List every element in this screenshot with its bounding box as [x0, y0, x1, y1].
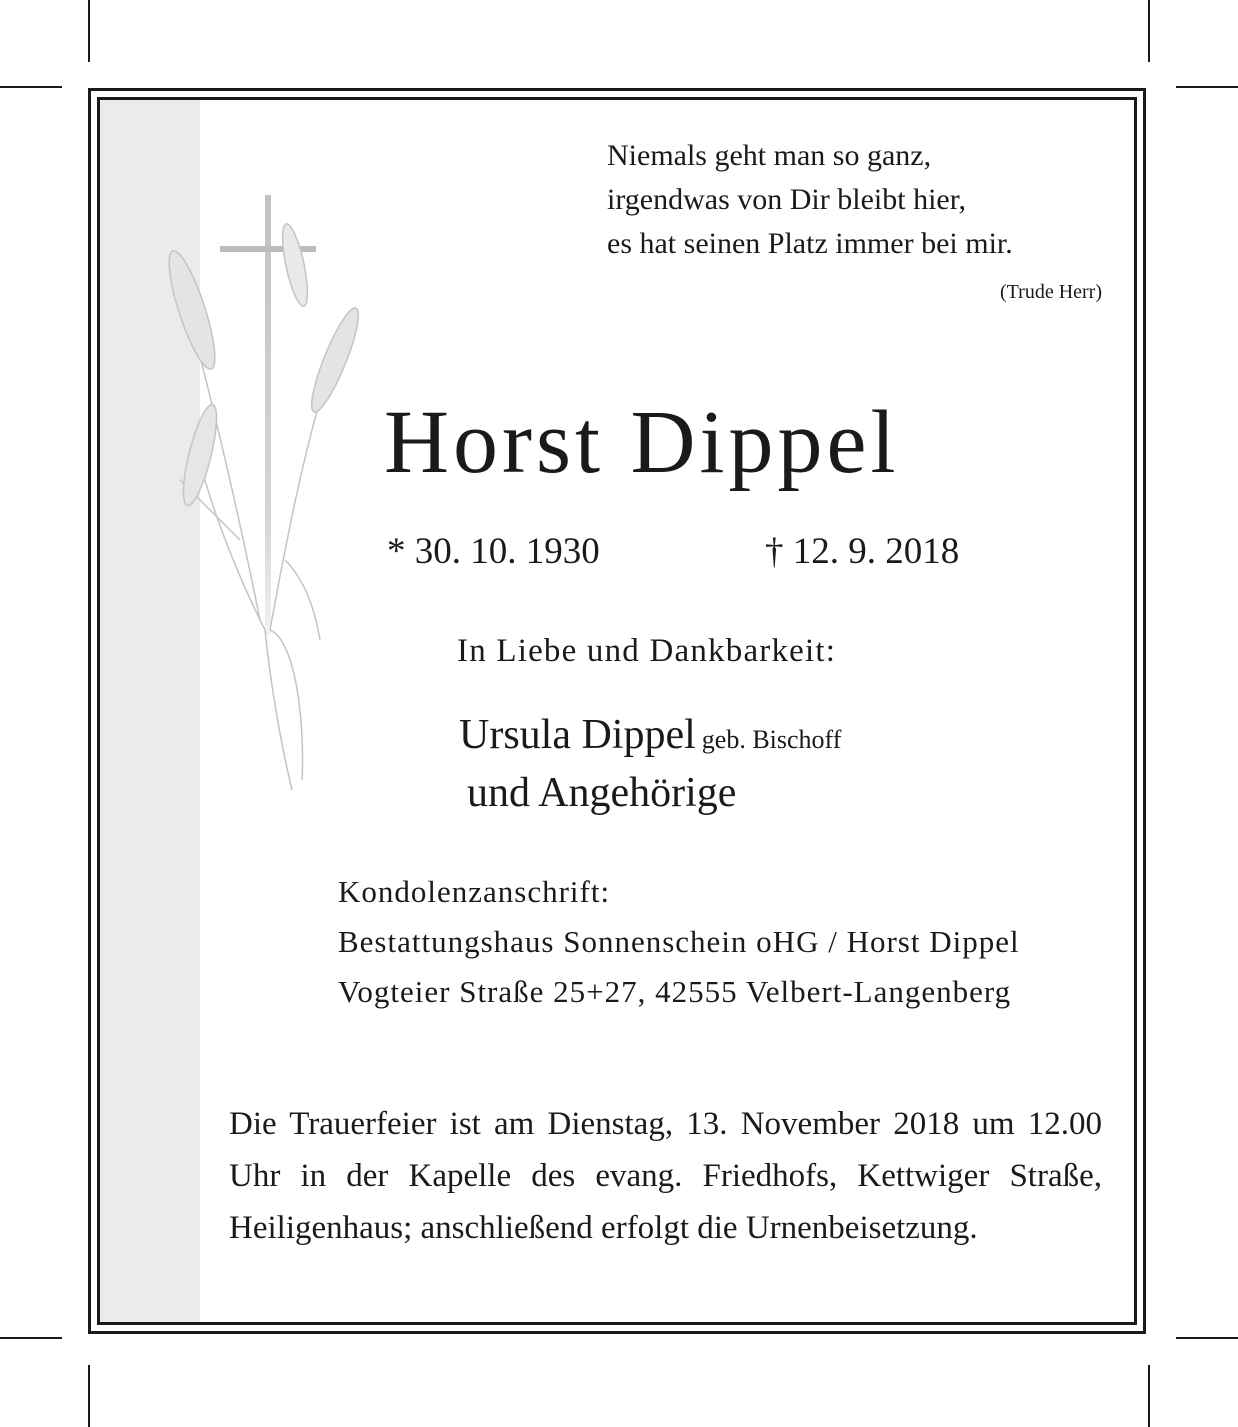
- wheat-ears-icon: [160, 222, 366, 790]
- quote-line-1: Niemals geht man so ganz,: [607, 139, 932, 172]
- mourners-intro: In Liebe und Dankbarkeit:: [457, 633, 837, 669]
- mourner-primary: [459, 708, 841, 767]
- quote-source: (Trude Herr): [999, 281, 1102, 303]
- condolence-line-2: Vogteier Straße 25+27, 42555 Velbert-Langenberg: [338, 974, 1012, 1009]
- mourner-primary-note: geb. Bischoff: [701, 725, 842, 754]
- birth-date: * 30. 10. 1930: [387, 531, 600, 572]
- crop-mark-top-left: [88, 0, 90, 62]
- quote-line-2: irgendwas von Dir bleibt hier,: [607, 183, 967, 216]
- condolence-line-1: Bestattungshaus Sonnenschein oHG / Horst Dippel: [338, 924, 1020, 959]
- mourner-others: und Angehörige: [467, 770, 737, 816]
- mourner-primary-name: Ursula Dippel: [459, 712, 696, 758]
- crop-mark-bottom-left: [88, 1365, 90, 1427]
- condolence-label: Kondolenzanschrift:: [338, 874, 611, 909]
- crop-mark-left-bottom: [0, 1337, 62, 1339]
- crop-mark-bottom-right: [1148, 1365, 1150, 1427]
- death-date: † 12. 9. 2018: [765, 531, 960, 572]
- crop-mark-right-bottom: [1176, 1337, 1238, 1339]
- crop-mark-top-right: [1148, 0, 1150, 62]
- quote-line-3: es hat seinen Platz immer bei mir.: [607, 227, 1013, 260]
- ceremony-text: Die Trauerfeier ist am Dienstag, 13. November 2018 um 12.00 Uhr in der Kapelle des evang. Friedhofs, Kettwiger Straße, Heiligenhaus; anschließend erfolgt die Urnenbeisetzung.: [229, 1106, 1102, 1246]
- cross-wheat-illustration: [120, 160, 380, 800]
- crop-mark-left-top: [0, 86, 62, 88]
- deceased-name: Horst Dippel: [384, 393, 900, 492]
- crop-mark-right-top: [1176, 86, 1238, 88]
